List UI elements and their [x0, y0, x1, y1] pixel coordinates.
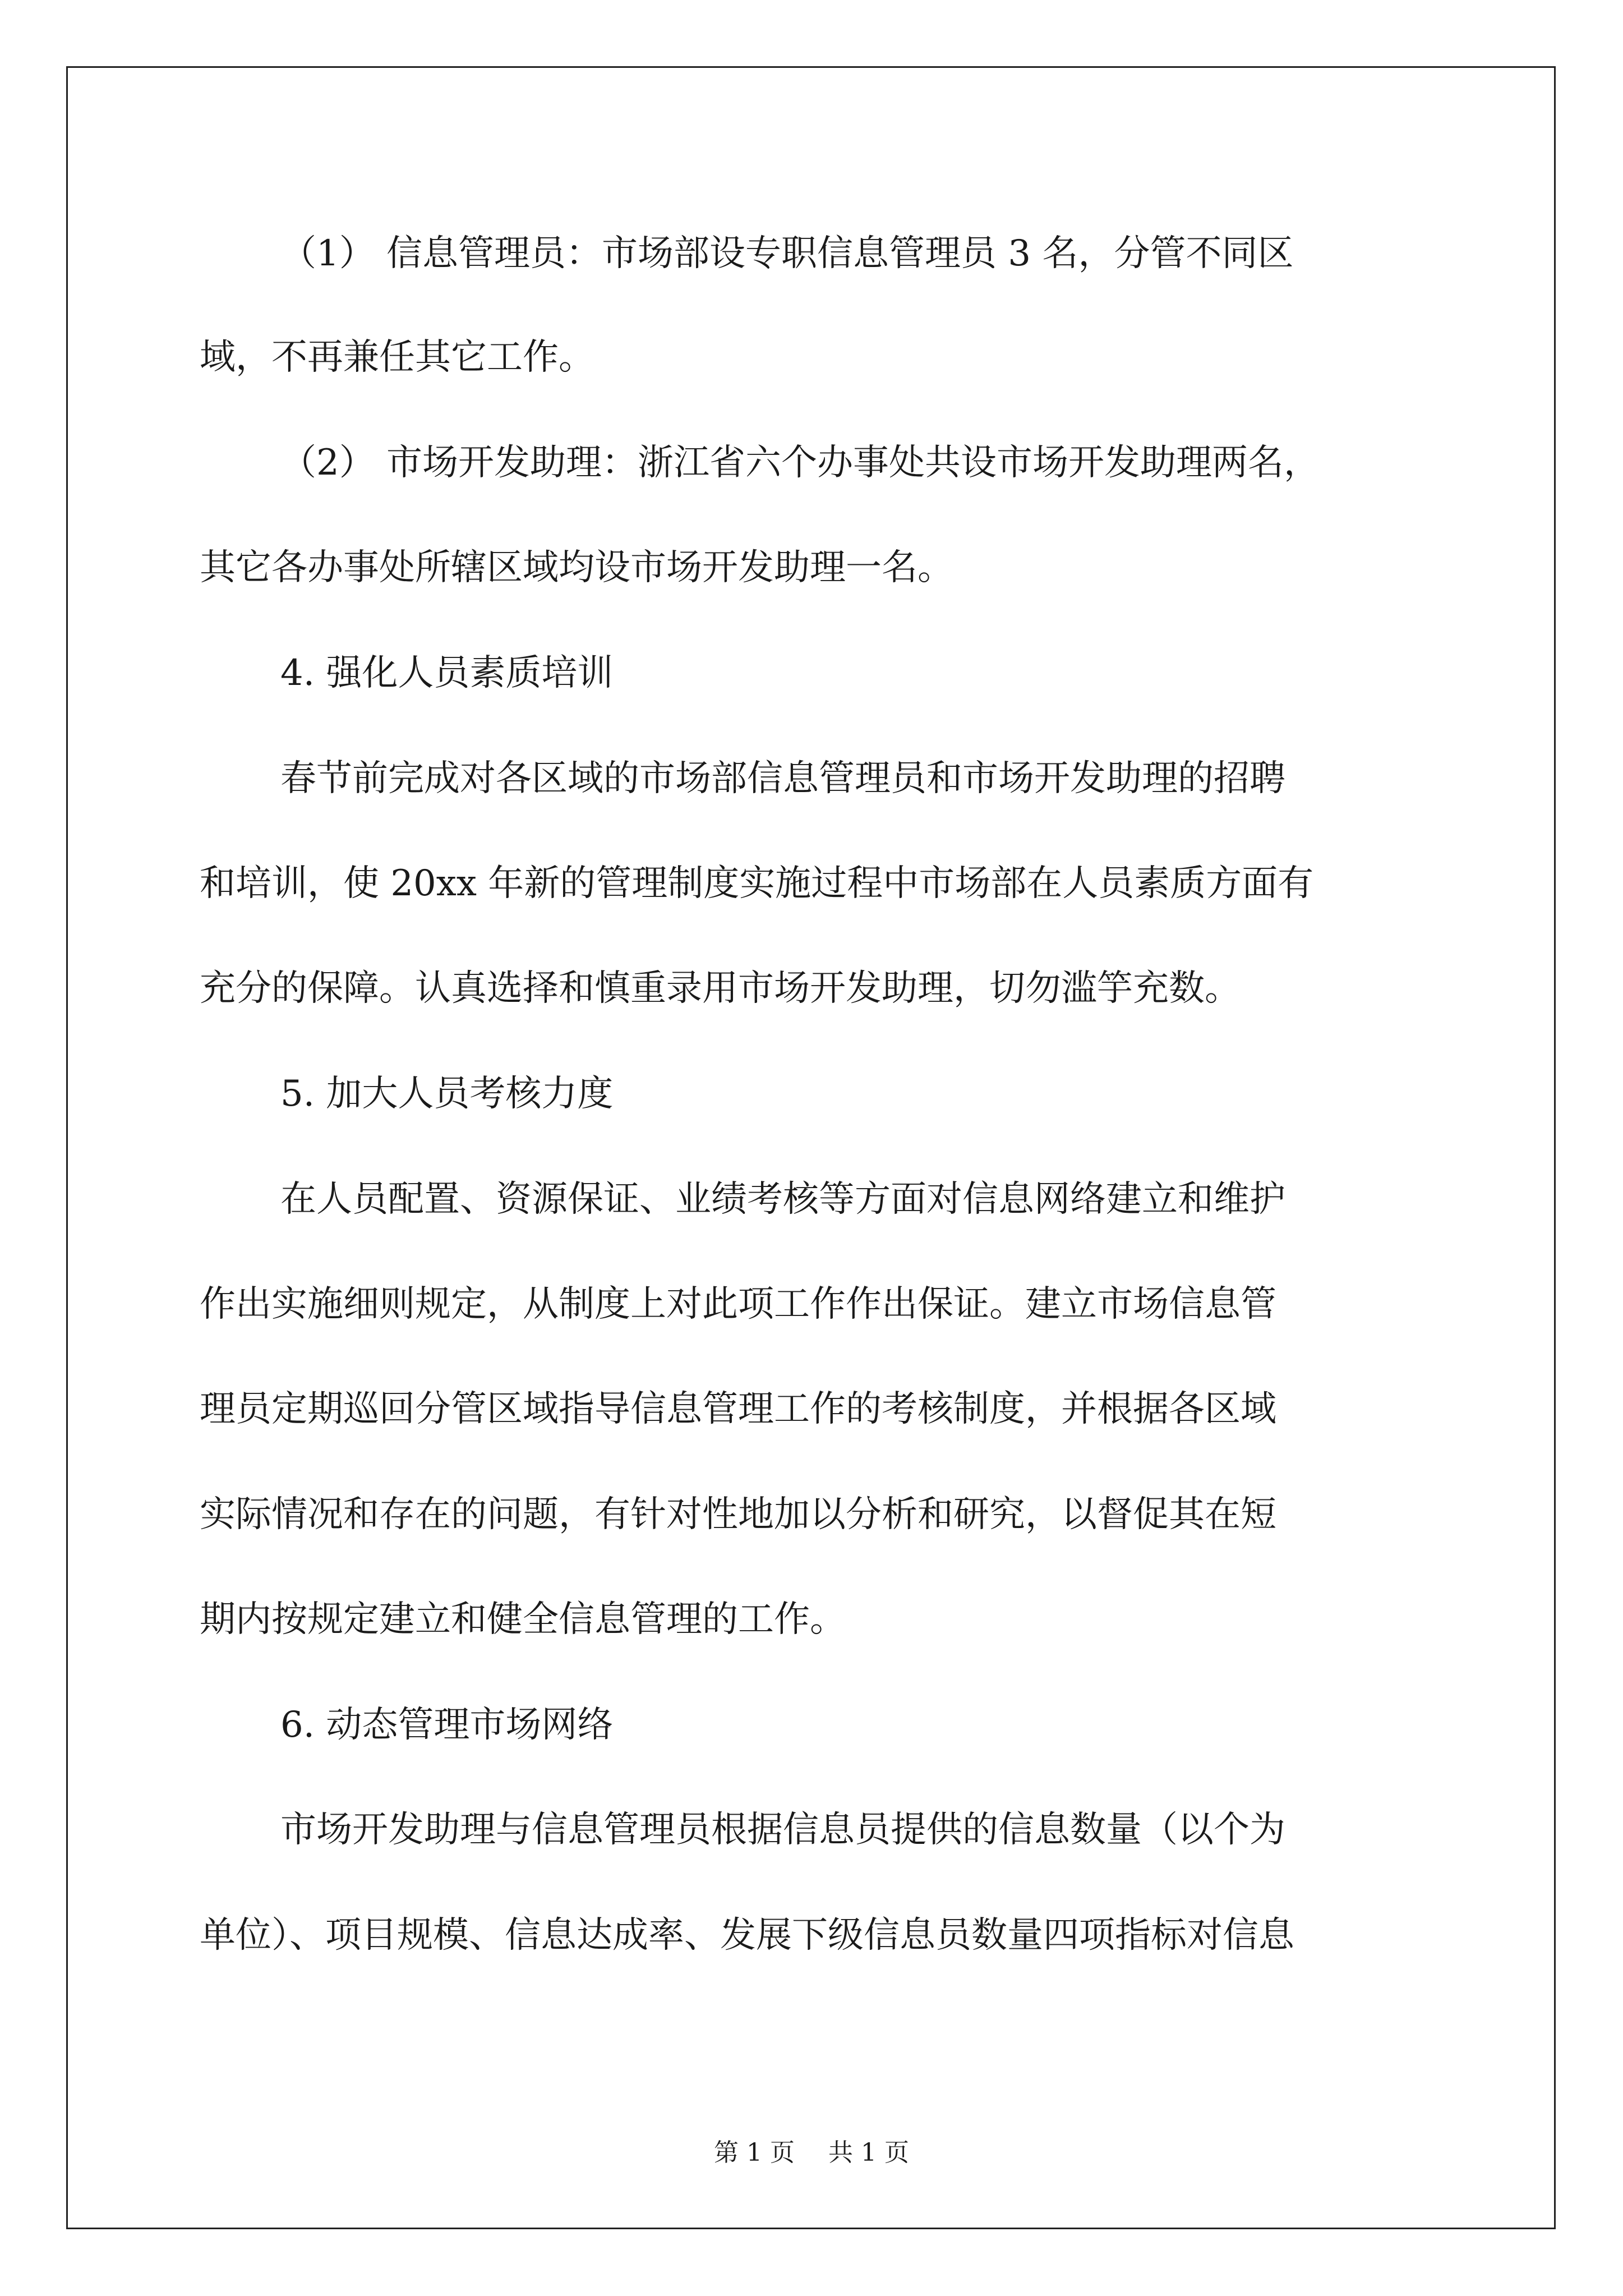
paragraph-line: （2） 市场开发助理：浙江省六个办事处共设市场开发助理两名， [280, 442, 1320, 484]
section-heading: 5. 加大人员考核力度 [280, 1073, 614, 1115]
paragraph-line: 充分的保障。认真选择和慎重录用市场开发助理，切勿滥竽充数。 [200, 968, 1241, 1009]
section-heading: 4. 强化人员素质培训 [280, 652, 614, 694]
paragraph-line: 在人员配置、资源保证、业绩考核等方面对信息网络建立和维护 [280, 1179, 1285, 1220]
paragraph-line: 其它各办事处所辖区域均设市场开发助理一名。 [200, 547, 953, 588]
paragraph-line: 春节前完成对各区域的市场部信息管理员和市场开发助理的招聘 [280, 758, 1285, 799]
section-heading: 6. 动态管理市场网络 [280, 1704, 614, 1746]
paragraph-line: 和培训，使 20xx 年新的管理制度实施过程中市场部在人员素质方面有 [200, 863, 1314, 904]
paragraph-line: 理员定期巡回分管区域指导信息管理工作的考核制度，并根据各区域 [200, 1388, 1276, 1430]
paragraph-line: 市场开发助理与信息管理员根据信息员提供的信息数量（以个为 [280, 1809, 1285, 1851]
page-total: 共 1 页 [828, 2138, 909, 2167]
page-number: 第 1 页 [714, 2138, 795, 2167]
paragraph-line: 单位）、项目规模、信息达成率、发展下级信息员数量四项指标对信息 [200, 1915, 1294, 1956]
paragraph-line: 期内按规定建立和健全信息管理的工作。 [200, 1599, 846, 1640]
paragraph-line: 实际情况和存在的问题，有针对性地加以分析和研究，以督促其在短 [200, 1494, 1276, 1535]
page-border [66, 66, 1556, 2229]
paragraph-line: 作出实施细则规定，从制度上对此项工作作出保证。建立市场信息管 [200, 1283, 1276, 1325]
paragraph-line: 域，不再兼任其它工作。 [200, 337, 594, 378]
paragraph-line: （1） 信息管理员：市场部设专职信息管理员 3 名，分管不同区 [280, 233, 1294, 274]
page-footer [0, 2136, 1623, 2170]
